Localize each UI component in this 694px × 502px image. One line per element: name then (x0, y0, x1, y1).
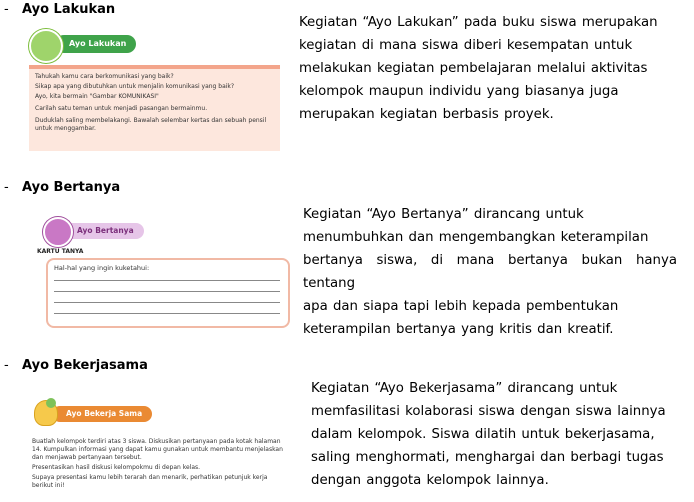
card-line: Sikap apa yang dibutuhkan untuk menjalin komunikasi yang baik? (35, 83, 235, 90)
question-prompt: Hal-hal yang ingin kuketahui: (54, 264, 150, 272)
paragraph-line: menumbuhkan dan mengembangkan keterampilan (303, 230, 649, 245)
writing-line (54, 302, 280, 303)
card-line: dan menjawab pertanyaan tersebut. (32, 454, 142, 461)
card-line: Supaya presentasi kamu lebih terarah dan menarik, perhatikan petunjuk kerja (32, 474, 268, 481)
heading-text: Ayo Bertanya (22, 180, 121, 195)
question-box (46, 258, 290, 328)
paragraph-line: keterampilan bertanya yang kritis dan kreatif. (303, 322, 614, 337)
child-mascot-icon (29, 29, 63, 63)
paragraph-line: memfasilitasi kolaborasi siswa dengan siswa lainnya (311, 404, 666, 419)
card-line: berikut ini! (32, 482, 65, 489)
heading-text: Ayo Lakukan (22, 2, 116, 17)
section-heading-ayo-lakukan (4, 2, 115, 17)
child-mascot-icon (43, 217, 73, 247)
card-line: Ayo, kita bermain "Gambar KOMUNIKASI" (35, 93, 159, 100)
card-tag: Ayo Lakukan (55, 35, 136, 53)
bullet: - (4, 2, 9, 17)
ayo-lakukan-card-image (27, 27, 280, 145)
card-tag: Ayo Bekerja Sama (52, 406, 152, 422)
paragraph-line: merupakan kegiatan berbasis proyek. (299, 107, 554, 122)
ayo-lakukan-description (299, 11, 677, 126)
paragraph-line: Kegiatan “Ayo Bekerjasama” dirancang untuk (311, 381, 618, 396)
writing-line (54, 313, 280, 314)
paragraph-line: kegiatan di mana siswa diberi kesempatan untuk (299, 38, 633, 53)
paragraph-line: Kegiatan “Ayo Bertanya” dirancang untuk (303, 207, 584, 222)
card-tag: Ayo Bertanya (63, 223, 144, 239)
paragraph-line: apa dan siapa tapi lebih kepada pembentukan (303, 299, 619, 314)
card-line: Buatlah kelompok terdiri atas 3 siswa. Diskusikan pertanyaan pada kotak halaman (32, 438, 281, 445)
card-line: untuk menggambar. (35, 125, 96, 132)
kartu-tanya-label: KARTU TANYA (37, 248, 84, 255)
ayo-bertanya-card-image (37, 215, 287, 327)
writing-line (54, 291, 280, 292)
paragraph-line: kelompok maupun individu yang biasanya juga (299, 84, 619, 99)
section-heading-ayo-bekerjasama (4, 358, 148, 373)
ayo-bertanya-description (303, 203, 677, 341)
card-panel (29, 65, 280, 151)
card-line: Tahukah kamu cara berkomunikasi yang baik? (35, 73, 174, 80)
paragraph-line: dengan anggota kelompok lainnya. (311, 473, 549, 488)
card-line: 14. Kumpulkan informasi yang dapat kamu gunakan untuk membantu menjelaskan (32, 446, 283, 453)
ayo-bekerjasama-description (311, 377, 677, 492)
paragraph-line: dalam kelompok. Siswa dilatih untuk bekerjasama, (311, 427, 655, 442)
paragraph-line: melakukan kegiatan pembelajaran melalui aktivitas (299, 61, 648, 76)
heading-text: Ayo Bekerjasama (22, 358, 148, 373)
section-heading-ayo-bertanya (4, 180, 120, 195)
paragraph-line: bertanya siswa, di mana bertanya bukan hanya tentang (303, 253, 677, 291)
bullet: - (4, 358, 9, 373)
paragraph-line: Kegiatan “Ayo Lakukan” pada buku siswa merupakan (299, 15, 658, 30)
writing-line (54, 280, 280, 281)
card-line: Presentasikan hasil diskusi kelompokmu di depan kelas. (32, 464, 201, 471)
paragraph-line: saling menghormati, menghargai dan berbagi tugas (311, 450, 664, 465)
bullet: - (4, 180, 9, 195)
children-mascot-icon (46, 398, 56, 408)
card-line: Duduklah saling membelakangi. Bawalah selembar kertas dan sebuah pensil (35, 117, 267, 124)
card-header (27, 27, 280, 61)
ayo-bekerjasama-card-image (28, 396, 283, 498)
card-line: Carilah satu teman untuk menjadi pasangan bermainmu. (35, 105, 208, 112)
